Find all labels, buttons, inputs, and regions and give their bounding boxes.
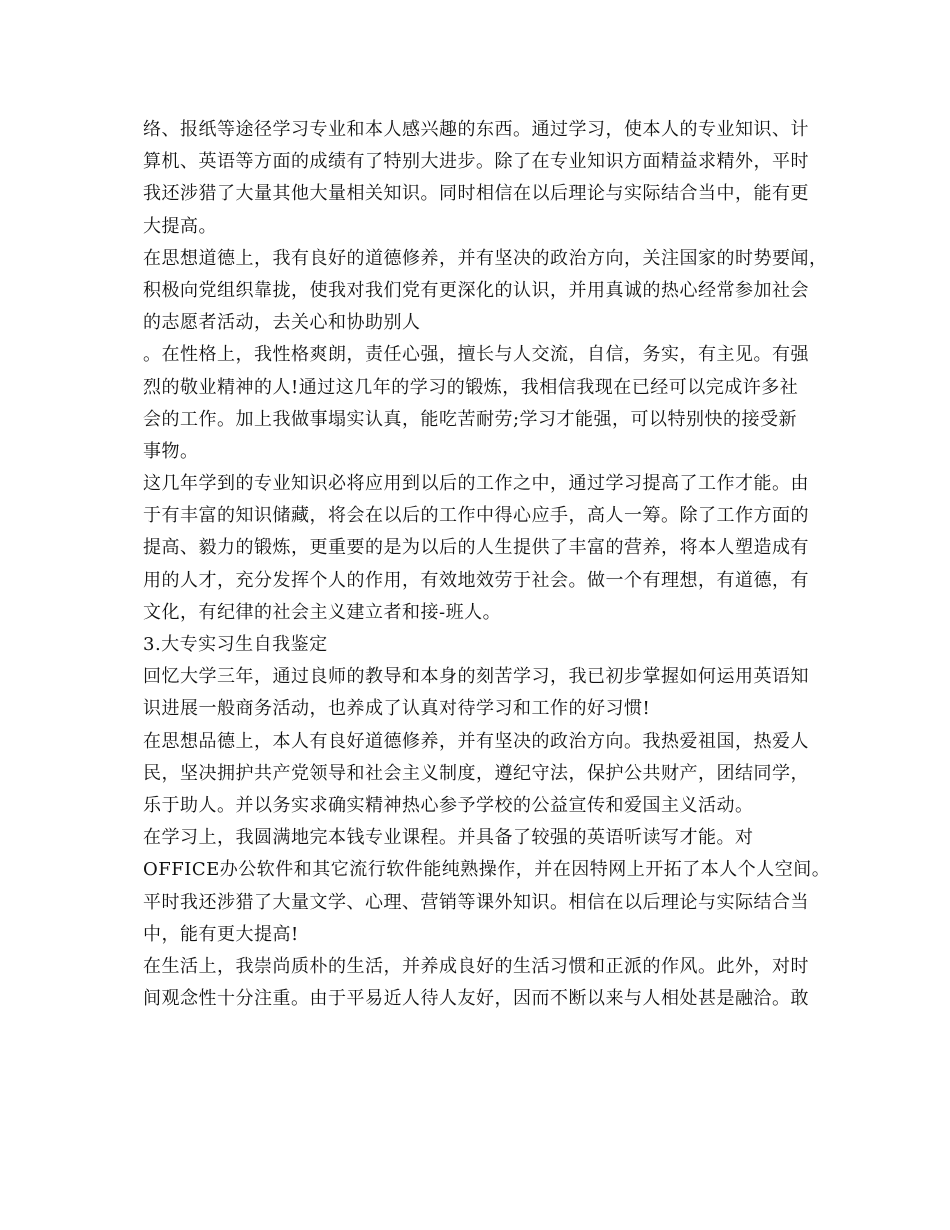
text-line: 间观念性十分注重。由于平易近人待人友好，因而不断以来与人相处甚是融洽。敢 (143, 988, 809, 1010)
text-line: 回忆大学三年，通过良师的教导和本身的刻苦学习，我已初步掌握如何运用英语知 (143, 666, 809, 688)
text-line: 大提高。 (143, 215, 217, 237)
text-line: 提高、毅力的锻炼，更重要的是为以后的人生提供了丰富的营养，将本人塑造成有 (143, 537, 809, 559)
text-line: 在思想道德上，我有良好的道德修养，并有坚决的政治方向，关注国家的时势要闻， (143, 247, 828, 269)
text-line: 乐于助人。并以务实求确实精神热心参予学校的公益宣传和爱国主义活动。 (143, 794, 754, 816)
text-line: 烈的敬业精神的人!通过这几年的学习的锻炼，我相信我现在已经可以完成许多社 (143, 376, 799, 398)
text-line: 我还涉猎了大量其他大量相关知识。同时相信在以后理论与实际结合当中，能有更 (143, 183, 809, 205)
text-line: 文化，有纪律的社会主义建立者和接-班人。 (143, 601, 502, 623)
text-line: 用的人才，充分发挥个人的作用，有效地效劳于社会。做一个有理想，有道德，有 (143, 569, 809, 591)
text-line: 于有丰富的知识储藏，将会在以后的工作中得心应手，高人一筹。除了工作方面的 (143, 505, 809, 527)
document-body (143, 114, 831, 1015)
text-line: 络、报纸等途径学习专业和本人感兴趣的东西。通过学习，使本人的专业知识、计 (143, 119, 809, 140)
text-line: 中，能有更大提高! (143, 923, 299, 945)
text-line: 积极向党组织靠拢，使我对我们党有更深化的认识，并用真诚的热心经常参加社会 (143, 279, 809, 301)
text-line: 算机、英语等方面的成绩有了特别大进步。除了在专业知识方面精益求精外，平时 (143, 151, 809, 173)
text-line: 事物。 (143, 440, 199, 462)
section-heading: 3.大专实习生自我鉴定 (143, 634, 328, 655)
text-line: 识进展一般商务活动，也养成了认真对待学习和工作的好习惯! (143, 698, 651, 720)
text-line: 在生活上，我崇尚质朴的生活，并养成良好的生活习惯和正派的作风。此外，对时 (143, 955, 809, 977)
text-line: 在思想品德上，本人有良好道德修养，并有坚决的政治方向。我热爱祖国，热爱人 (143, 730, 809, 752)
text-line: OFFICE办公软件和其它流行软件能纯熟操作，并在因特网上开拓了本人个人空间。 (143, 859, 831, 881)
text-line: 。在性格上，我性格爽朗，责任心强，擅长与人交流，自信，务实，有主见。有强 (143, 344, 809, 366)
text-line: 的志愿者活动，去关心和协助别人 (143, 312, 421, 334)
text-line: 这几年学到的专业知识必将应用到以后的工作之中，通过学习提高了工作才能。由 (143, 473, 809, 495)
text-line: 民，坚决拥护共产党领导和社会主义制度，遵纪守法，保护公共财产，团结同学， (143, 762, 809, 784)
text-line: 在学习上，我圆满地完本钱专业课程。并具备了较强的英语听读写才能。对 (143, 827, 754, 849)
text-line: 会的工作。加上我做事塌实认真，能吃苦耐劳;学习才能强，可以特别快的接受新 (143, 408, 798, 430)
text-line: 平时我还涉猎了大量文学、心理、营销等课外知识。相信在以后理论与实际结合当 (143, 891, 809, 913)
